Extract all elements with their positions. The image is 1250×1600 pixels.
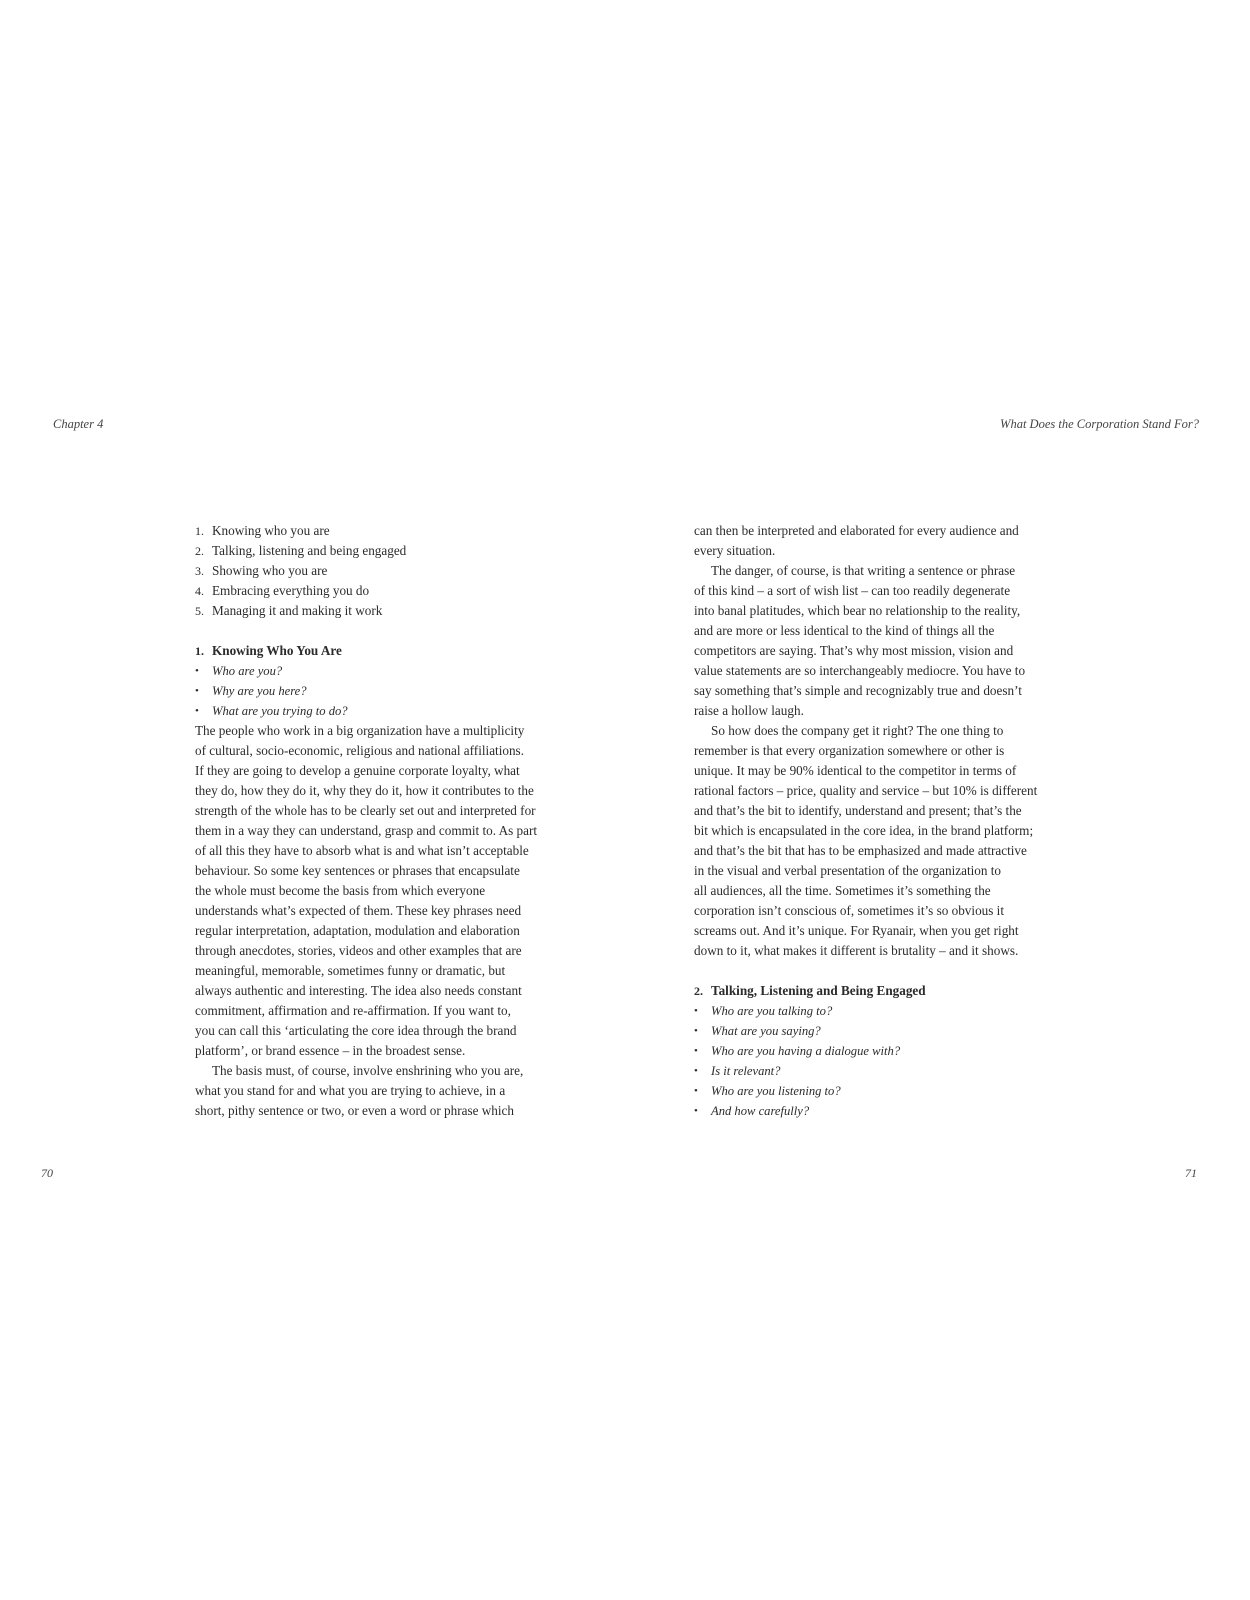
list-item: • Who are you? xyxy=(195,664,283,678)
section-heading: 2. Talking, Listening and Being Engaged xyxy=(694,983,926,998)
right-page-text xyxy=(694,521,1064,1121)
list-item: • And how carefully? xyxy=(694,1104,810,1118)
page-number-right: 71 xyxy=(1185,1166,1197,1180)
list-item: • Why are you here? xyxy=(195,684,307,698)
body-paragraph: The people who work in a big organization have a multiplicity of cultural, socio-economic, religious and national affiliations. If they are going to develop a genuine corporate loyalty, what they do, how they do it, why they do it, how it contributes to the strength of the whole has to be clearly set out and interpreted for them in a way they can understand, grasp and commit to. As part of all this they have to absorb what is and what isn’t acceptable behaviour. So some key sentences or phrases that encapsulate the whole must become the basis from which everyone understands what’s expected of them. These key phrases need regular interpretation, adaptation, modulation and elaboration through anecdotes, stories, videos and other examples that are meaningful, memorable, sometimes funny or dramatic, but always authentic and interesting. The idea also needs constant commitment, affirmation and re-affirmation. If you want to, you can call this ‘articulating the core idea through the brand platform’, or brand essence – in the broadest sense. xyxy=(195,723,538,1058)
section-heading: 1. Knowing Who You Are xyxy=(195,643,342,658)
list-item: • Who are you having a dialogue with? xyxy=(694,1044,901,1058)
running-head-right: What Does the Corporation Stand For? xyxy=(1000,417,1199,431)
list-item: 2. Talking, listening and being engaged xyxy=(195,543,407,558)
bullet-list xyxy=(694,1001,1064,1121)
list-item: • What are you saying? xyxy=(694,1024,821,1038)
running-head-left: Chapter 4 xyxy=(53,417,104,431)
page-number-left: 70 xyxy=(41,1166,53,1180)
list-item: 3. Showing who you are xyxy=(195,563,328,578)
left-page-text xyxy=(195,521,565,1121)
body-paragraph: So how does the company get it right? The one thing to remember is that every organization somewhere or other is unique. It may be 90% identical to the competitor in terms of rational factors – price, quality and service – but 10% is different and that’s the bit to identify, understand and present; that’s the bit which is encapsulated in the core idea, in the brand platform; and that’s the bit that has to be emphasized and made attractive in the visual and verbal presentation of the organization to all audiences, all the time. Sometimes it’s something the corporation isn’t conscious of, sometimes it’s so obvious it screams out. And it’s unique. For Ryanair, when you get right down to it, what makes it different is brutality – and it shows. xyxy=(694,723,1038,958)
list-item: 5. Managing it and making it work xyxy=(195,603,383,618)
list-item: • Is it relevant? xyxy=(694,1064,781,1078)
body-paragraph: The danger, of course, is that writing a sentence or phrase of this kind – a sort of wish list – can too readily degenerate into banal platitudes, which bear no relationship to the reality, and are more or less identical to the kind of things all the competitors are saying. That’s why most mission, vision and value statements are so interchangeably mediocre. You have to say something that’s simple and recognizably true and doesn’t raise a hollow laugh. xyxy=(694,563,1026,718)
list-item: • What are you trying to do? xyxy=(195,704,348,718)
list-item: 1. Knowing who you are xyxy=(195,523,330,538)
list-item: 4. Embracing everything you do xyxy=(195,583,370,598)
list-item: • Who are you listening to? xyxy=(694,1084,841,1098)
bullet-list xyxy=(195,661,565,721)
numbered-list xyxy=(195,521,565,621)
list-item: • Who are you talking to? xyxy=(694,1004,833,1018)
body-paragraph: The basis must, of course, involve enshrining who you are, what you stand for and what you are trying to achieve, in a short, pithy sentence or two, or even a word or phrase which xyxy=(195,1063,524,1118)
body-paragraph: can then be interpreted and elaborated for every audience and every situation. xyxy=(694,523,1019,558)
